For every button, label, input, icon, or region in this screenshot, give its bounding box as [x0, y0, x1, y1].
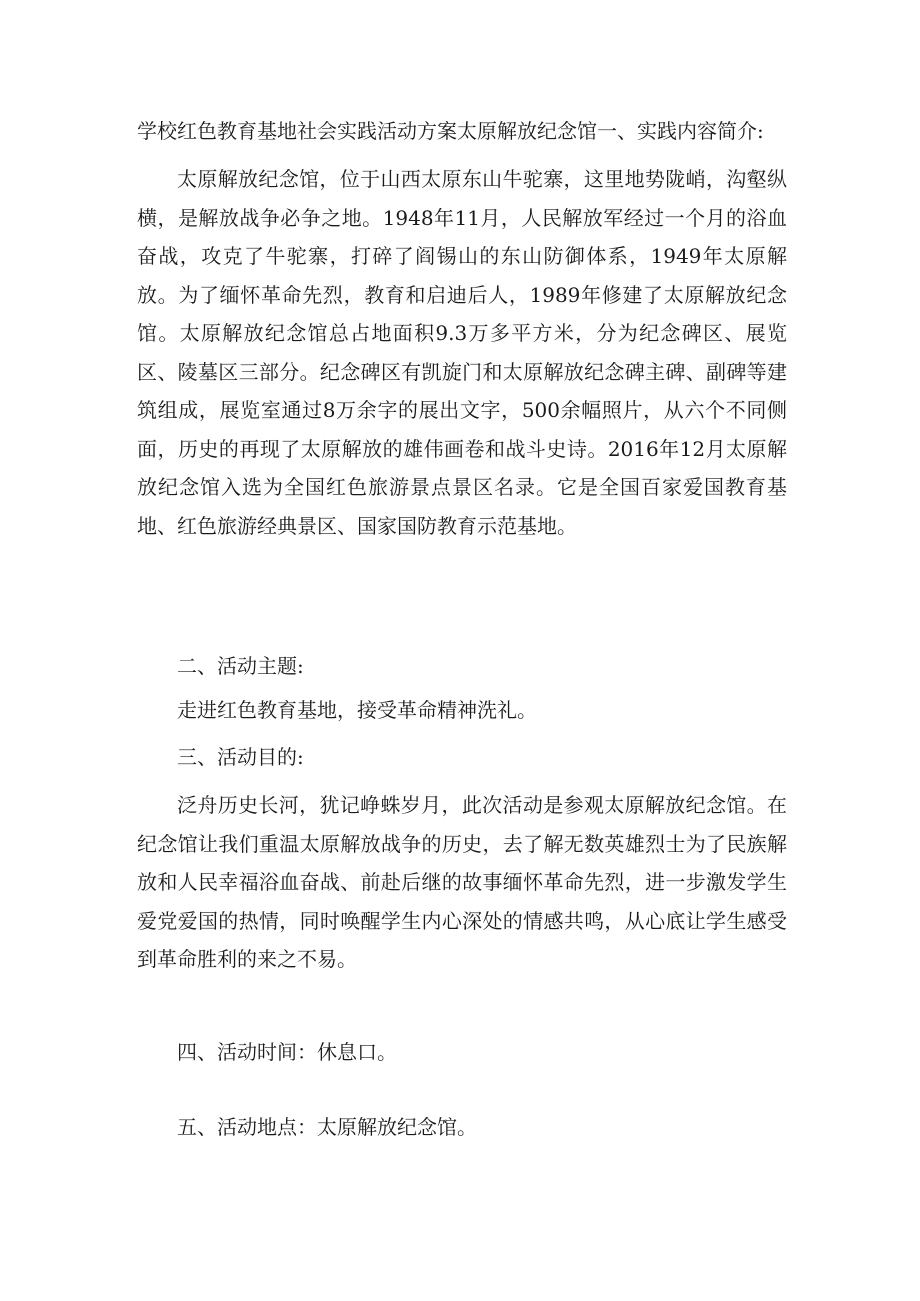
- section4-line: 四、活动时间：休息口。: [177, 1040, 397, 1064]
- document-title-line: 学校红色教育基地社会实践活动方案太原解放纪念馆一、实践内容简介:: [137, 119, 764, 143]
- section2-heading: 二、活动主题:: [177, 654, 304, 678]
- section5-line: 五、活动地点：太原解放纪念馆。: [177, 1115, 477, 1139]
- intro-paragraph: 太原解放纪念馆，位于山西太原东山牛驼寨，这里地势陇峭，沟壑纵横，是解放战争必争之地。1948年11月，人民解放军经过一个月的浴血奋战，攻克了牛驼寨，打碎了阎锡山的东山防御体系，1949年太原解放。为了缅怀革命先烈，教育和启迪后人，1989年修建了太原解放纪念馆。太原解放纪念馆总占地面积9.3万多平方米，分为纪念碑区、展览区、陵墓区三部分。纪念碑区有凯旋门和太原解放纪念碑主碑、副碑等建筑组成，展览室通过8万余字的展出文字，500余幅照片，从六个不同侧面，历史的再现了太原解放的雄伟画卷和战斗史诗。2016年12月太原解放纪念馆入选为全国红色旅游景点景区名录。它是全国百家爱国教育基地、红色旅游经典景区、国家国防教育示范基地。: [137, 167, 787, 538]
- section3-text: 泛舟历史长河，犹记峥蛛岁月，此次活动是参观太原解放纪念馆。在纪念馆让我们重温太原解放战争的历史，去了解无数英雄烈士为了民族解放和人民幸福浴血奋战、前赴后继的故事缅怀革命先烈，进一步激发学生爱党爱国的热情，同时唤醒学生内心深处的情感共鸣，从心底让学生感受到革命胜利的来之不易。: [137, 793, 787, 971]
- section2-text: 走进红色教育基地，接受革命精神洗礼。: [177, 698, 537, 722]
- section3-heading: 三、活动目的:: [177, 745, 304, 769]
